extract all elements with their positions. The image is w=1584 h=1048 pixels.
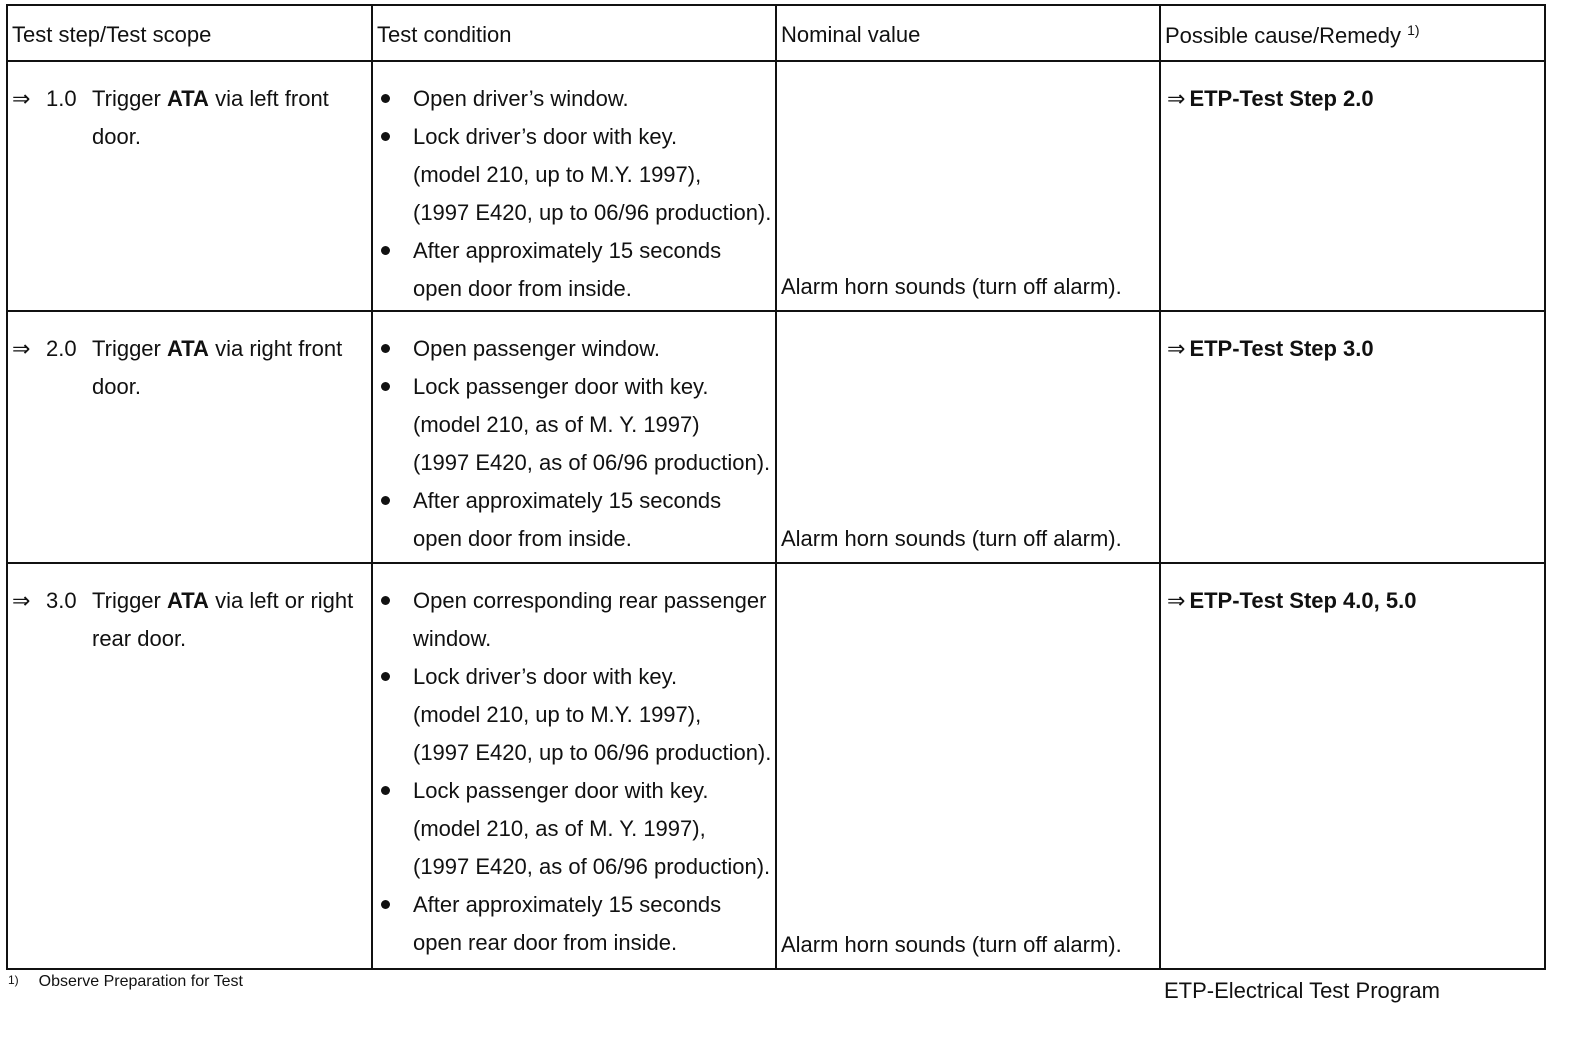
nominal-cell xyxy=(776,311,1160,563)
nominal-value: Alarm horn sounds (turn off alarm). xyxy=(781,526,1122,551)
header-nominal-value: Nominal value xyxy=(776,5,1160,61)
arrow-right-icon: ⇒ xyxy=(12,86,31,111)
remedy-cell xyxy=(1160,563,1545,969)
header-row xyxy=(7,5,1545,61)
list-item: After approximately 15 seconds open door from inside. xyxy=(373,482,775,558)
bullet-icon xyxy=(381,382,390,391)
arrow-right-icon: ⇒ xyxy=(1167,336,1186,361)
list-item: Lock driver’s door with key. (model 210, up to M.Y. 1997), (1997 E420, up to 06/96 production). xyxy=(373,658,775,772)
arrow-right-icon: ⇒ xyxy=(1167,588,1186,613)
list-item: After approximately 15 seconds open door from inside. xyxy=(373,232,775,308)
step-number: 3.0 xyxy=(46,588,77,613)
remedy-link: ETP-Test Step 2.0 xyxy=(1189,86,1374,111)
condition-list xyxy=(373,312,775,558)
bullet-icon xyxy=(381,672,390,681)
list-item: Lock passenger door with key. (model 210, as of M. Y. 1997), (1997 E420, as of 06/96 production). xyxy=(373,772,775,886)
condition-cell xyxy=(372,61,776,311)
bullet-icon xyxy=(381,132,390,141)
footer-program-label: ETP-Electrical Test Program xyxy=(1164,978,1440,1003)
step-scope: Trigger ATA via right front door. xyxy=(92,336,343,399)
remedy-cell xyxy=(1160,311,1545,563)
remedy-link: ETP-Test Step 3.0 xyxy=(1189,336,1374,361)
bullet-icon xyxy=(381,596,390,605)
step-number: 2.0 xyxy=(46,336,77,361)
footnote-mark: 1) xyxy=(8,973,19,987)
table-row xyxy=(7,563,1545,969)
footnote-text: Observe Preparation for Test xyxy=(38,973,243,990)
condition-list xyxy=(373,62,775,308)
arrow-right-icon: ⇒ xyxy=(1167,86,1186,111)
bullet-icon xyxy=(381,246,390,255)
header-test-condition: Test condition xyxy=(372,5,776,61)
remedy-link: ETP-Test Step 4.0, 5.0 xyxy=(1189,588,1417,613)
bullet-icon xyxy=(381,496,390,505)
condition-cell xyxy=(372,311,776,563)
footnote xyxy=(8,973,243,991)
bullet-icon xyxy=(381,344,390,353)
step-number: 1.0 xyxy=(46,86,77,111)
table-row xyxy=(7,311,1545,563)
nominal-cell xyxy=(776,61,1160,311)
list-item: After approximately 15 seconds open rear door from inside. xyxy=(373,886,775,962)
header-test-step: Test step/Test scope xyxy=(7,5,372,61)
nominal-value: Alarm horn sounds (turn off alarm). xyxy=(781,274,1122,299)
nominal-value: Alarm horn sounds (turn off alarm). xyxy=(781,932,1122,957)
step-cell xyxy=(7,311,372,563)
header-remedy-footnote-mark: 1) xyxy=(1407,22,1420,38)
list-item: Open driver’s window. xyxy=(373,80,775,118)
header-possible-cause xyxy=(1160,5,1545,61)
header-remedy-label: Possible cause/Remedy xyxy=(1165,23,1402,48)
step-scope: Trigger ATA via left front door. xyxy=(92,86,329,149)
arrow-right-icon: ⇒ xyxy=(12,336,31,361)
bullet-icon xyxy=(381,94,390,103)
remedy-cell xyxy=(1160,61,1545,311)
bullet-icon xyxy=(381,786,390,795)
step-cell xyxy=(7,563,372,969)
list-item: Lock passenger door with key. (model 210, as of M. Y. 1997) (1997 E420, as of 06/96 production). xyxy=(373,368,775,482)
list-item: Lock driver’s door with key. (model 210, up to M.Y. 1997), (1997 E420, up to 06/96 production). xyxy=(373,118,775,232)
list-item: Open passenger window. xyxy=(373,330,775,368)
test-procedure-table xyxy=(6,4,1546,970)
condition-cell xyxy=(372,563,776,969)
arrow-right-icon: ⇒ xyxy=(12,588,31,613)
step-cell xyxy=(7,61,372,311)
list-item: Open corresponding rear passenger window. xyxy=(373,582,775,658)
nominal-cell xyxy=(776,563,1160,969)
table-row xyxy=(7,61,1545,311)
bullet-icon xyxy=(381,900,390,909)
condition-list xyxy=(373,564,775,962)
step-scope: Trigger ATA via left or right rear door. xyxy=(92,588,354,651)
